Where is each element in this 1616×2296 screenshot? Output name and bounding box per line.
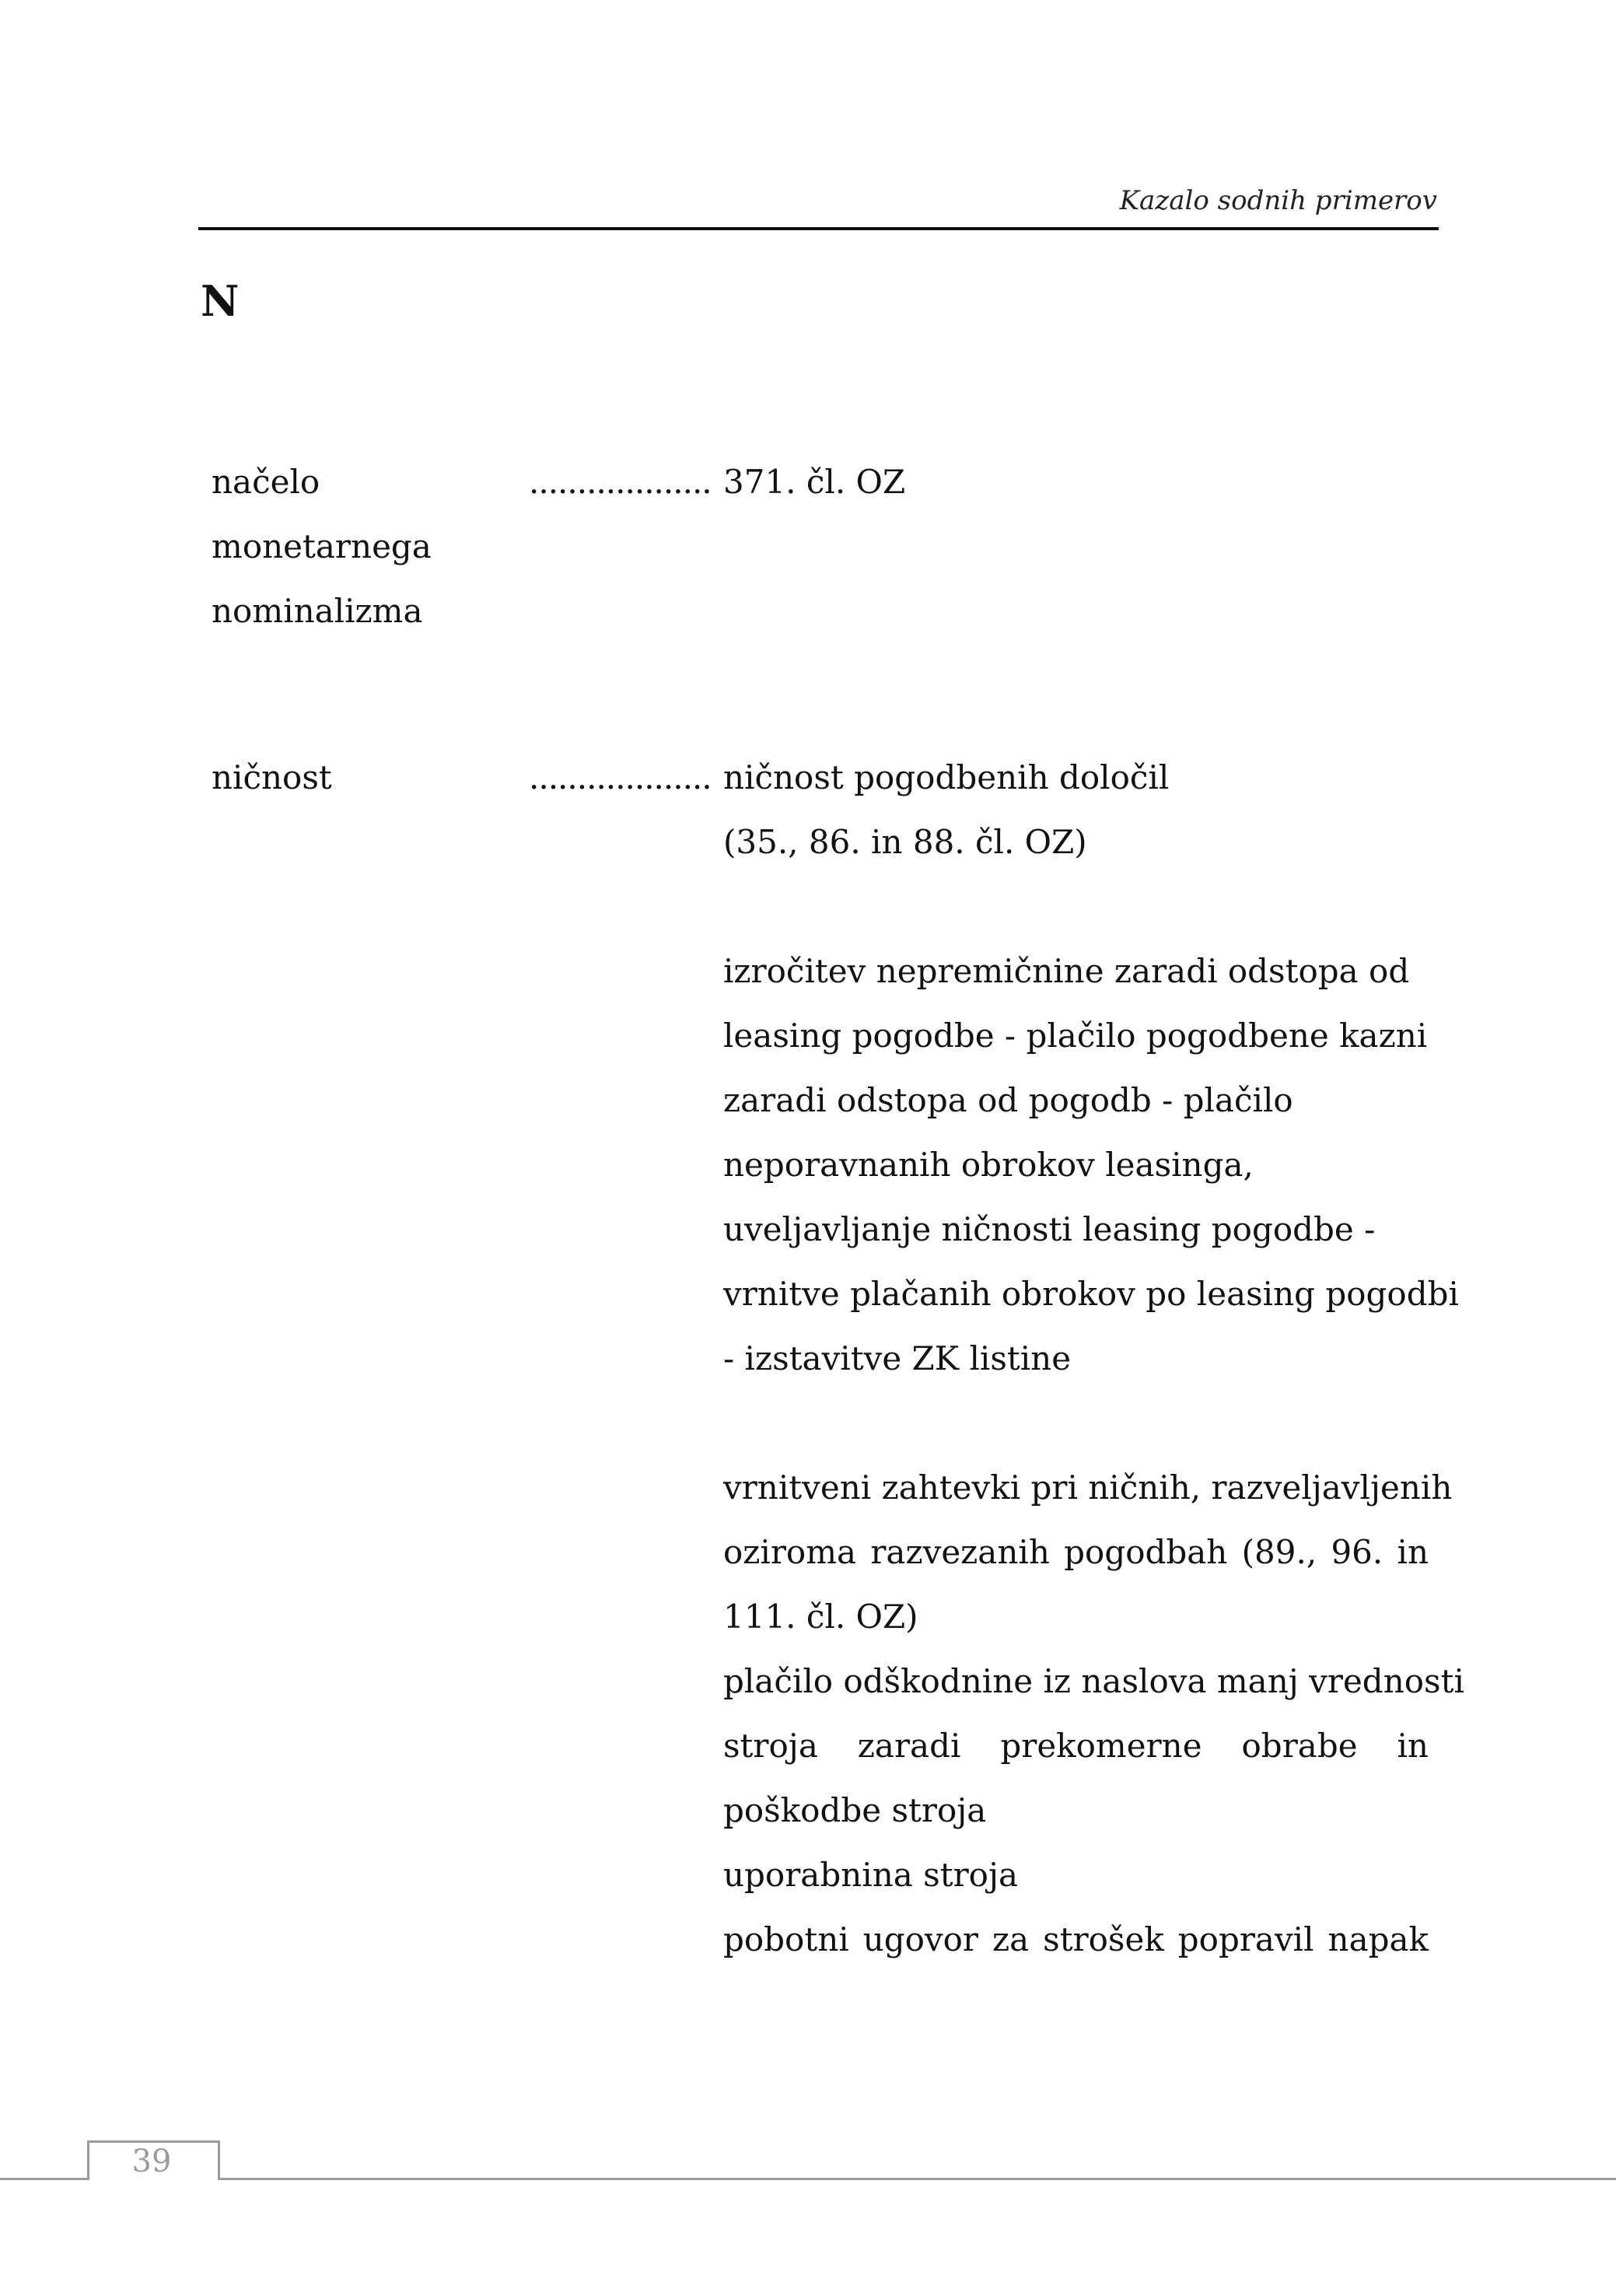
term-line: načelo [212, 463, 320, 501]
reference-line: (35., 86. in 88. čl. OZ) [723, 823, 1087, 861]
reference-line: plačilo odškodnine iz naslova manj vrednosti [723, 1662, 1464, 1700]
index-entry-term [212, 450, 507, 643]
reference-line: stroja zaradi prekomerne obrabe in [723, 1727, 1429, 1765]
running-header [198, 179, 1439, 230]
section-letter: N [201, 276, 240, 326]
reference-line: zaradi odstopa od pogodb - plačilo [723, 1081, 1293, 1119]
reference-line: oziroma razvezanih pogodbah (89., 96. in [723, 1533, 1429, 1571]
index-entry-references [723, 1455, 1464, 1972]
index-entry-references [723, 450, 1429, 514]
reference-line: ničnost pogodbenih določil [723, 758, 1170, 796]
page-number: 39 [131, 2144, 172, 2179]
index-entry-term [212, 745, 507, 810]
reference-line: - izstavitve ZK listine [723, 1339, 1072, 1377]
term-line: ničnost [212, 758, 332, 796]
term-line: nominalizma [212, 592, 423, 630]
reference-line: leasing pogodbe - plačilo pogodbene kazni [723, 1017, 1428, 1055]
reference-line: uveljavljanje ničnosti leasing pogodbe - [723, 1210, 1376, 1248]
reference-line: pobotni ugovor za strošek popravil napak [723, 1920, 1429, 1958]
reference-line: vrnitveni zahtevki pri ničnih, razveljavljenih [723, 1468, 1453, 1507]
dot-leader: ................... [529, 463, 712, 501]
reference-line: 371. čl. OZ [723, 463, 906, 501]
reference-line: uporabnina stroja [723, 1856, 1019, 1894]
index-entry-references [723, 939, 1459, 1391]
reference-line: poškodbe stroja [723, 1791, 987, 1829]
reference-line: izročitev nepremičnine zaradi odstopa od [723, 952, 1410, 990]
reference-line: 111. čl. OZ) [723, 1598, 918, 1636]
index-entry-references [723, 745, 1429, 874]
running-header-title: Kazalo sodnih primerov [1119, 185, 1437, 216]
dot-leader: ................... [529, 758, 712, 796]
reference-line: vrnitve plačanih obrokov po leasing pogodbi [723, 1275, 1459, 1313]
term-line: monetarnega [212, 527, 432, 565]
reference-line: neporavnanih obrokov leasinga, [723, 1146, 1254, 1184]
